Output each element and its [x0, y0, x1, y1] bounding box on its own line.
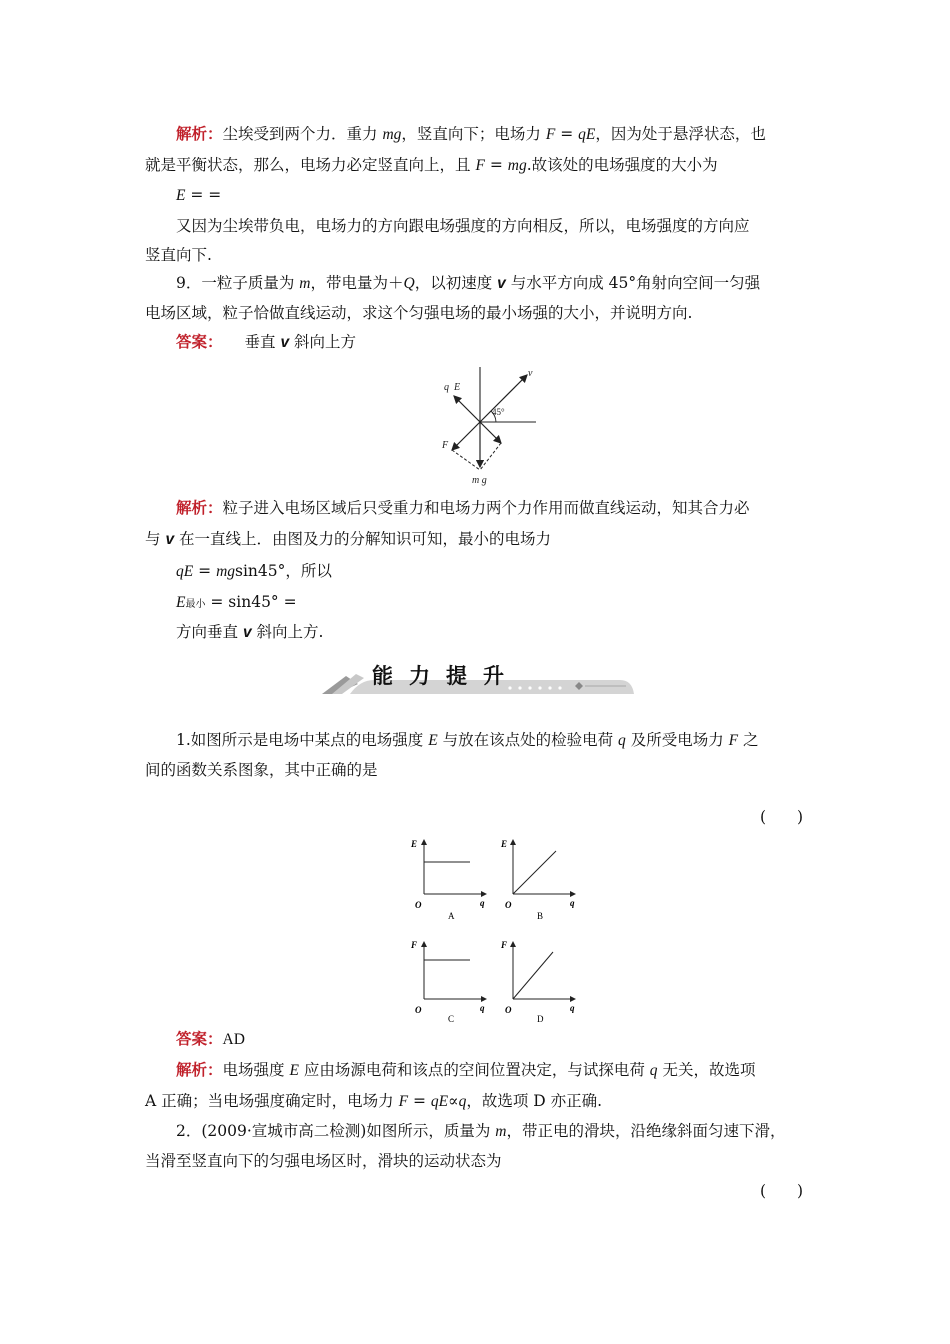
graph-D [500, 940, 575, 1024]
p1-graphs [400, 834, 600, 1024]
graph-D-label: D [537, 1014, 544, 1024]
q9-analysis-line-4: E最小 = sin45° = [176, 593, 297, 611]
graph-A-ylabel: E [411, 839, 418, 849]
q9-force-diagram [430, 362, 550, 490]
q8-formula: E = = [176, 186, 222, 204]
q9-answer: 答案： 垂直 v 斜向上方 [176, 332, 357, 351]
p1-answer: 答案：AD [176, 1029, 245, 1048]
graph-B-xlabel: q [570, 898, 575, 908]
p2-question-line-2: 当滑至竖直向下的匀强电场区时，滑块的运动状态为 [145, 1152, 502, 1170]
q9-question-line-2: 电场区域，粒子恰做直线运动，求这个匀强电场的最小场强的大小，并说明方向. [145, 304, 693, 322]
p1-question-line-2: 间的函数关系图象，其中正确的是 [145, 761, 378, 779]
answer-label: 答案： [176, 1029, 223, 1048]
graph-A [410, 839, 486, 921]
p1-question-line-1: 1.如图所示是电场中某点的电场强度 E 与放在该点处的检验电荷 q 及所受电场力 F 之 [176, 731, 759, 749]
qe-arrow [454, 396, 480, 422]
graph-C-ylabel: F [411, 940, 418, 950]
p2-answer-bracket: ( ) [760, 1182, 804, 1200]
label-q: q [444, 382, 449, 393]
p1-analysis-line-2: A 正确；当电场强度确定时，电场力 F = qE∝q，故选项 D 亦正确. [145, 1092, 603, 1110]
graph-D-origin: O [505, 1005, 512, 1015]
graph-A-origin: O [415, 900, 422, 910]
label-F: F [442, 440, 449, 451]
analysis-label: 解析： [176, 498, 223, 517]
analysis-label: 解析： [176, 1060, 223, 1079]
answer-label: 答案： [176, 332, 223, 351]
analysis-label: 解析： [176, 124, 223, 143]
resultant-arrow [480, 422, 501, 443]
q9-analysis-line-2: 与 v 在一直线上．由图及力的分解知识可知，最小的电场力 [145, 530, 551, 548]
section-banner-title: 能力提升 [372, 664, 520, 688]
graph-B-ylabel: E [501, 839, 508, 849]
label-mg: m g [472, 475, 487, 486]
q9-analysis-line-3: qE = mgsin45°，所以 [176, 562, 332, 580]
graph-D-xlabel: q [570, 1003, 575, 1013]
graph-A-xlabel: q [480, 898, 485, 908]
graph-C-origin: O [415, 1005, 422, 1015]
graph-C [410, 940, 486, 1024]
q9-analysis-line-1: 解析：粒子进入电场区域后只受重力和电场力两个力作用而做直线运动，知其合力必 [176, 498, 750, 517]
graph-B-label: B [537, 911, 544, 921]
q8-analysis-line-4: 又因为尘埃带负电，电场力的方向跟电场强度的方向相反，所以，电场强度的方向应 [176, 217, 750, 235]
graph-C-xlabel: q [480, 1003, 485, 1013]
graph-C-label: C [448, 1014, 455, 1024]
q8-analysis-line-5: 竖直向下. [145, 246, 212, 264]
q8-analysis-line-2: 就是平衡状态，那么，电场力必定竖直向上，且 F = mg.故该处的电场强度的大小为 [145, 156, 718, 174]
label-angle: 45° [492, 407, 505, 417]
q8-analysis-line-1: 解析：尘埃受到两个力．重力 mg，竖直向下；电场力 F = qE，因为处于悬浮状态，也 [176, 124, 766, 143]
p1-answer-bracket: ( ) [760, 808, 804, 826]
q9-analysis-line-5: 方向垂直 v 斜向上方. [176, 623, 324, 641]
graph-D-ylabel: F [501, 940, 508, 950]
q9-question-line-1: 9．一粒子质量为 m，带电量为＋Q，以初速度 v 与水平方向成 45°角射向空间一匀强 [176, 274, 761, 292]
graph-A-label: A [448, 911, 455, 921]
f-arrow [452, 422, 480, 450]
p2-question-line-1: 2．(2009·宣城市高二检测)如图所示，质量为 m，带正电的滑块，沿绝缘斜面匀速下滑， [176, 1122, 786, 1140]
p1-analysis-line-1: 解析：电场强度 E 应由场源电荷和该点的空间位置决定，与试探电荷 q 无关，故选项 [176, 1060, 756, 1079]
graph-B-origin: O [505, 900, 512, 910]
label-v: v [528, 368, 533, 379]
graph-B [500, 839, 575, 921]
label-E: E [454, 382, 461, 393]
